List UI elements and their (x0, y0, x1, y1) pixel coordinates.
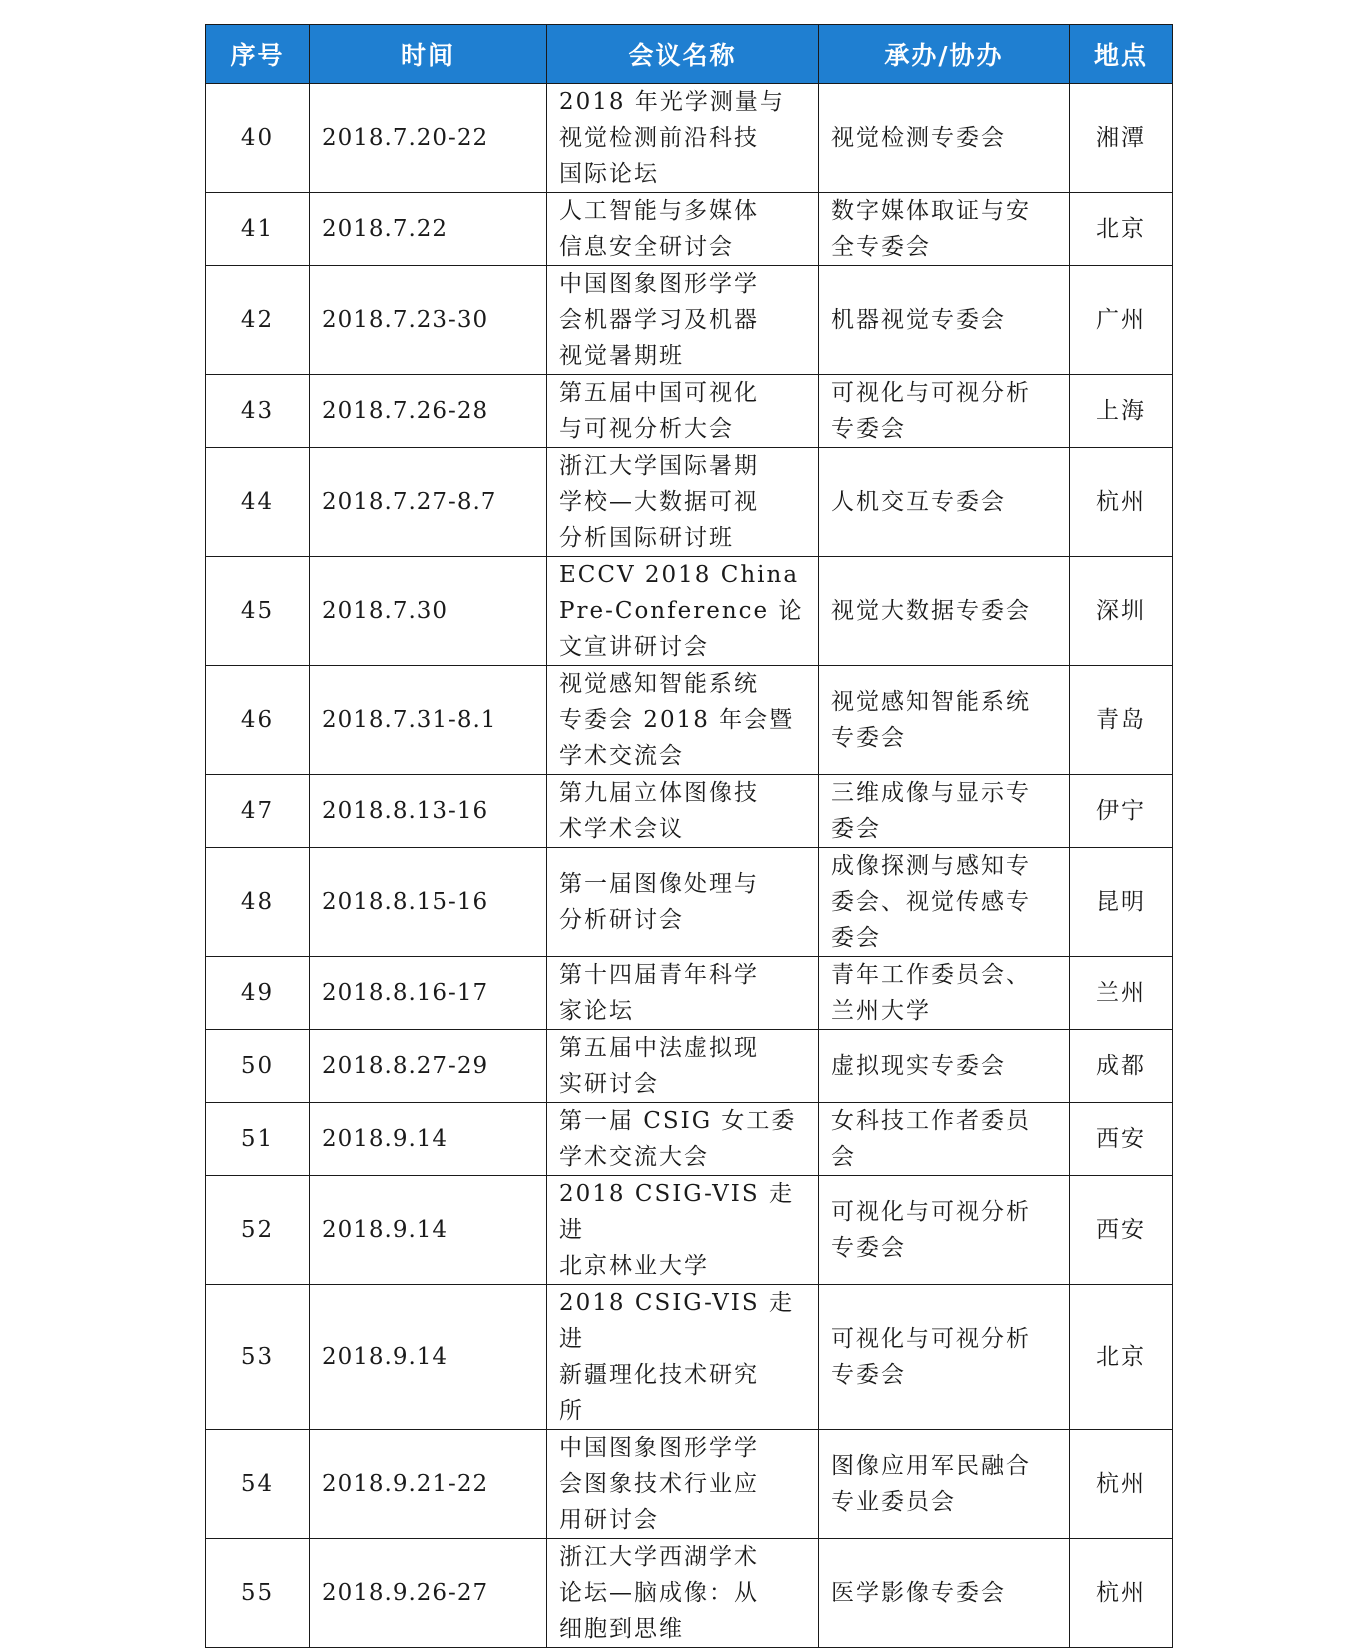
row-location: 昆明 (1070, 848, 1173, 957)
row-index: 52 (206, 1176, 310, 1285)
header-conference-name: 会议名称 (547, 25, 819, 84)
row-organizer: 青年工作委员会、 兰州大学 (819, 957, 1070, 1030)
header-location: 地点 (1070, 25, 1173, 84)
row-conference-name: 第五届中法虚拟现 实研讨会 (547, 1030, 819, 1103)
row-date: 2018.8.27-29 (310, 1030, 547, 1103)
header-index: 序号 (206, 25, 310, 84)
row-index: 48 (206, 848, 310, 957)
row-index: 51 (206, 1103, 310, 1176)
table-row (206, 848, 1173, 957)
row-date: 2018.9.14 (310, 1103, 547, 1176)
row-location: 广州 (1070, 266, 1173, 375)
row-conference-name: 2018 CSIG-VIS 走进 北京林业大学 (547, 1176, 819, 1285)
row-location: 深圳 (1070, 557, 1173, 666)
row-location: 成都 (1070, 1030, 1173, 1103)
row-organizer: 数字媒体取证与安 全专委会 (819, 193, 1070, 266)
row-organizer: 成像探测与感知专 委会、视觉传感专 委会 (819, 848, 1070, 957)
row-conference-name: ECCV 2018 China Pre-Conference 论 文宣讲研讨会 (547, 557, 819, 666)
row-organizer: 可视化与可视分析 专委会 (819, 1176, 1070, 1285)
row-date: 2018.7.27-8.7 (310, 448, 547, 557)
row-location: 杭州 (1070, 448, 1173, 557)
row-index: 44 (206, 448, 310, 557)
row-index: 54 (206, 1430, 310, 1539)
table-row (206, 557, 1173, 666)
row-location: 伊宁 (1070, 775, 1173, 848)
table-row (206, 1176, 1173, 1285)
row-location: 青岛 (1070, 666, 1173, 775)
row-date: 2018.8.13-16 (310, 775, 547, 848)
row-index: 47 (206, 775, 310, 848)
table-row (206, 266, 1173, 375)
table-row (206, 1285, 1173, 1430)
row-organizer: 视觉检测专委会 (819, 84, 1070, 193)
conference-table (205, 24, 1173, 1648)
row-conference-name: 第九届立体图像技 术学术会议 (547, 775, 819, 848)
table-row (206, 666, 1173, 775)
table-row (206, 448, 1173, 557)
row-organizer: 女科技工作者委员 会 (819, 1103, 1070, 1176)
row-date: 2018.9.21-22 (310, 1430, 547, 1539)
row-index: 43 (206, 375, 310, 448)
row-location: 杭州 (1070, 1539, 1173, 1648)
row-conference-name: 2018 年光学测量与 视觉检测前沿科技 国际论坛 (547, 84, 819, 193)
table-row (206, 1430, 1173, 1539)
row-date: 2018.7.22 (310, 193, 547, 266)
row-conference-name: 第五届中国可视化 与可视分析大会 (547, 375, 819, 448)
row-organizer: 可视化与可视分析 专委会 (819, 1285, 1070, 1430)
row-index: 41 (206, 193, 310, 266)
row-conference-name: 浙江大学国际暑期 学校—大数据可视 分析国际研讨班 (547, 448, 819, 557)
row-conference-name: 浙江大学西湖学术 论坛—脑成像：从 细胞到思维 (547, 1539, 819, 1648)
row-location: 上海 (1070, 375, 1173, 448)
row-organizer: 可视化与可视分析 专委会 (819, 375, 1070, 448)
row-date: 2018.7.23-30 (310, 266, 547, 375)
conference-table-container (205, 24, 1172, 1648)
row-index: 49 (206, 957, 310, 1030)
row-date: 2018.7.26-28 (310, 375, 547, 448)
row-location: 杭州 (1070, 1430, 1173, 1539)
row-location: 西安 (1070, 1176, 1173, 1285)
row-organizer: 视觉大数据专委会 (819, 557, 1070, 666)
row-conference-name: 中国图象图形学学 会图象技术行业应 用研讨会 (547, 1430, 819, 1539)
row-index: 50 (206, 1030, 310, 1103)
row-conference-name: 第一届 CSIG 女工委 学术交流大会 (547, 1103, 819, 1176)
row-date: 2018.9.14 (310, 1176, 547, 1285)
row-index: 53 (206, 1285, 310, 1430)
row-conference-name: 人工智能与多媒体 信息安全研讨会 (547, 193, 819, 266)
row-organizer: 虚拟现实专委会 (819, 1030, 1070, 1103)
table-row (206, 775, 1173, 848)
row-date: 2018.9.26-27 (310, 1539, 547, 1648)
row-date: 2018.7.20-22 (310, 84, 547, 193)
row-organizer: 视觉感知智能系统 专委会 (819, 666, 1070, 775)
table-header-row (206, 25, 1173, 84)
table-row (206, 84, 1173, 193)
table-row (206, 1103, 1173, 1176)
row-organizer: 人机交互专委会 (819, 448, 1070, 557)
table-row (206, 957, 1173, 1030)
row-index: 46 (206, 666, 310, 775)
row-organizer: 机器视觉专委会 (819, 266, 1070, 375)
row-location: 兰州 (1070, 957, 1173, 1030)
row-organizer: 医学影像专委会 (819, 1539, 1070, 1648)
row-date: 2018.7.30 (310, 557, 547, 666)
row-index: 45 (206, 557, 310, 666)
row-index: 55 (206, 1539, 310, 1648)
row-conference-name: 第十四届青年科学 家论坛 (547, 957, 819, 1030)
table-row (206, 375, 1173, 448)
row-organizer: 图像应用军民融合 专业委员会 (819, 1430, 1070, 1539)
row-date: 2018.8.15-16 (310, 848, 547, 957)
row-conference-name: 视觉感知智能系统 专委会 2018 年会暨 学术交流会 (547, 666, 819, 775)
header-time: 时间 (310, 25, 547, 84)
row-location: 西安 (1070, 1103, 1173, 1176)
row-location: 湘潭 (1070, 84, 1173, 193)
table-row (206, 193, 1173, 266)
row-index: 40 (206, 84, 310, 193)
row-conference-name: 2018 CSIG-VIS 走进 新疆理化技术研究 所 (547, 1285, 819, 1430)
table-row (206, 1030, 1173, 1103)
row-location: 北京 (1070, 1285, 1173, 1430)
table-row (206, 1539, 1173, 1648)
row-conference-name: 第一届图像处理与 分析研讨会 (547, 848, 819, 957)
row-date: 2018.8.16-17 (310, 957, 547, 1030)
row-date: 2018.7.31-8.1 (310, 666, 547, 775)
row-organizer: 三维成像与显示专 委会 (819, 775, 1070, 848)
row-location: 北京 (1070, 193, 1173, 266)
row-date: 2018.9.14 (310, 1285, 547, 1430)
row-conference-name: 中国图象图形学学 会机器学习及机器 视觉暑期班 (547, 266, 819, 375)
row-index: 42 (206, 266, 310, 375)
header-organizer: 承办/协办 (819, 25, 1070, 84)
